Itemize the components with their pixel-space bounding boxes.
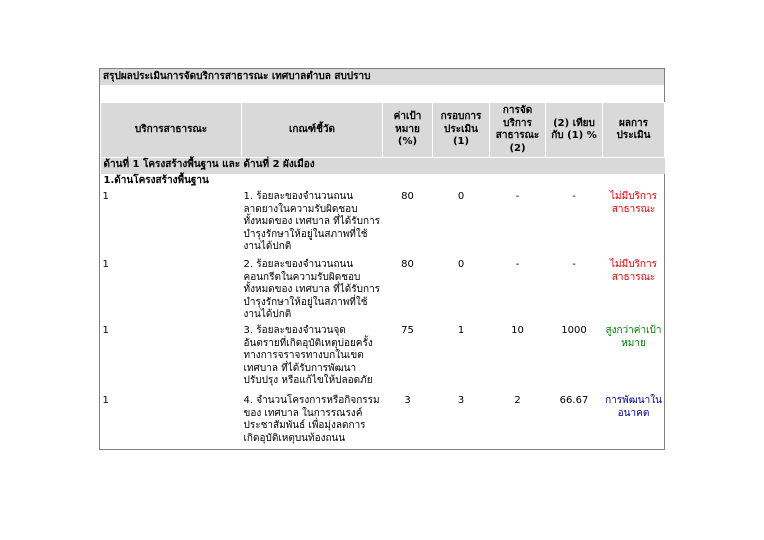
cell-indicator: 2. ร้อยละของจำนวนถนนคอนกรีตในความรับผิดชอบทั้งหมดของ เทศบาล ที่ได้รับการบำรุงรักษาให้อยู่ในสภาพที่ใช้งานได้ปกติ	[243, 259, 381, 320]
cell-indicator: 3. ร้อยละของจำนวนจุดอันตรายที่เกิดอุบัติเหตุบ่อยครั้งทางการจราจรทางบกในเขต เทศบาล ที่ได้รับการพัฒนาปรับปรุง หรือแก้ไขให้ปลอดภัย	[243, 325, 373, 386]
table-row	[101, 324, 665, 394]
table-row	[101, 394, 665, 450]
cell-indicator: 1. ร้อยละของจำนวนถนนลาดยางในความรับผิดชอบทั้งหมดของ เทศบาล ที่ได้รับการบำรุงรักษาให้อยู่ในสภาพที่ใช้งานได้ปกติ	[243, 191, 381, 252]
cell-framework: 0	[457, 259, 465, 270]
cell-compare: 1000	[561, 325, 587, 336]
cell-result: การพัฒนาในอนาคต	[605, 395, 662, 419]
cell-provision: 10	[511, 325, 524, 336]
cell-framework: 1	[457, 325, 465, 336]
cell-result: ไม่มีบริการสาธารณะ	[610, 259, 657, 283]
section-row	[101, 158, 665, 175]
cell-target: 80	[401, 191, 414, 202]
cell-service: 1	[102, 395, 109, 406]
cell-indicator: 4. จำนวนโครงการหรือกิจกรรมของ เทศบาล ในการรณรงค์ประชาสัมพันธ์ เพื่อมุ่งลดการเกิดอุบัติเหตุบนท้องถนน	[243, 395, 380, 444]
cell-target: 80	[401, 259, 414, 270]
cell-framework: 3	[457, 395, 465, 406]
table-row	[101, 190, 665, 258]
subsection-row	[101, 174, 665, 190]
header-row	[101, 103, 665, 158]
cell-service: 1	[102, 259, 109, 270]
cell-provision: -	[515, 191, 520, 202]
cell-compare: -	[572, 191, 576, 202]
cell-compare: 66.67	[559, 395, 589, 406]
cell-target: 75	[401, 325, 414, 336]
cell-service: 1	[102, 325, 109, 336]
cell-compare: -	[572, 259, 576, 270]
cell-result: สูงกว่าค่าเป้าหมาย	[605, 325, 662, 349]
report-title: สรุปผลประเมินการจัดบริการสาธารณะ เทศบาลตำบล สบปราบ	[100, 69, 664, 85]
cell-target: 3	[404, 395, 411, 406]
header-provision: การจัดบริการสาธารณะ (2)	[490, 103, 546, 158]
cell-provision: -	[515, 259, 520, 270]
table-row	[101, 258, 665, 324]
subsection-title: 1.ด้านโครงสร้างพื้นฐาน	[103, 175, 209, 186]
cell-service: 1	[102, 191, 109, 202]
cell-provision: 2	[514, 395, 521, 406]
header-indicator: เกณฑ์ชี้วัด	[242, 103, 383, 158]
header-compare: (2) เทียบกับ (1) %	[546, 103, 603, 158]
header-service: บริการสาธารณะ	[101, 103, 242, 158]
header-result: ผลการประเมิน	[603, 103, 665, 158]
cell-result: ไม่มีบริการสาธารณะ	[610, 191, 657, 215]
section-title: ด้านที่ 1 โครงสร้างพื้นฐาน และ ด้านที่ 2 ผังเมือง	[101, 158, 665, 175]
evaluation-table	[100, 102, 665, 450]
cell-framework: 0	[457, 191, 465, 202]
header-target: ค่าเป้าหมาย (%)	[383, 103, 433, 158]
header-framework: กรอบการประเมิน (1)	[433, 103, 490, 158]
report-sheet	[99, 68, 665, 450]
